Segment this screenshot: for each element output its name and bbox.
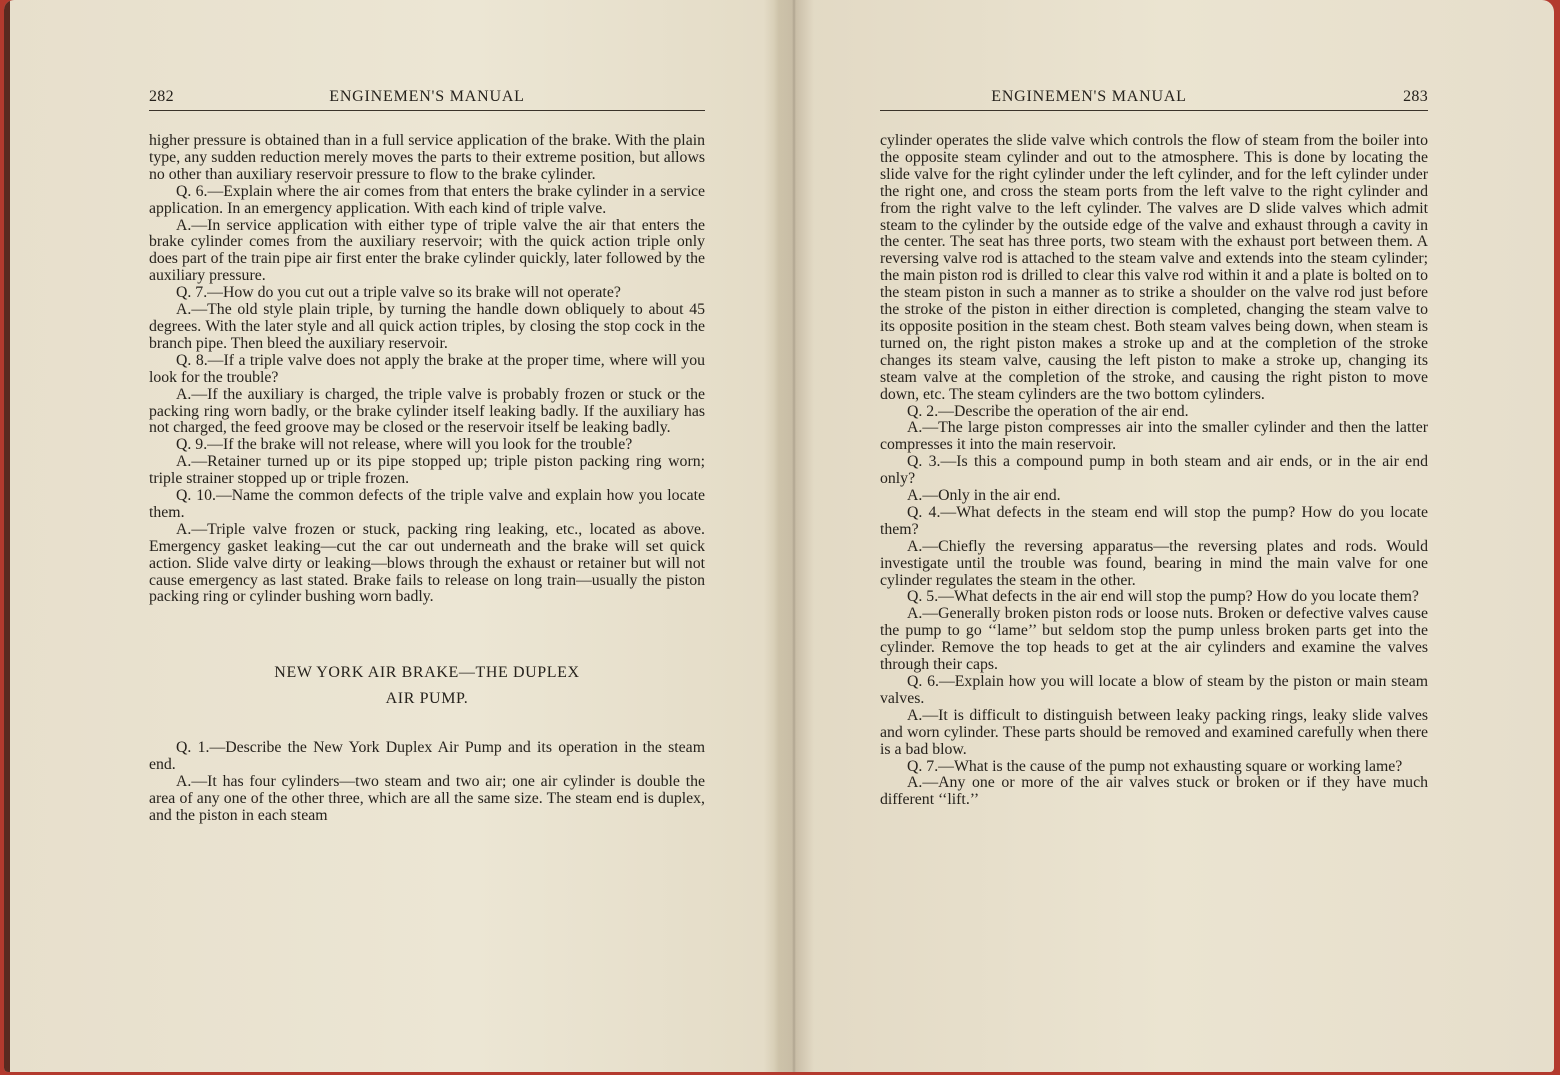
question-8: Q. 8.—If a triple valve does not apply the brake at the proper time, where will you look for the trouble? xyxy=(149,351,705,386)
answer-2: A.—The large piston compresses air into the smaller cylinder and then the latter compresses it into the main reservoir. xyxy=(880,419,1428,454)
left-running-head xyxy=(149,88,705,111)
left-running-title: ENGINEMEN'S MANUAL xyxy=(329,88,525,105)
question-2: Q. 2.—Describe the operation of the air end. xyxy=(907,402,1189,420)
book-cover-edge xyxy=(4,0,10,1072)
answer-9: A.—Retainer turned up or its pipe stopped up; triple piston packing ring worn; triple strainer stopped up or triple frozen. xyxy=(149,453,705,488)
question-5: Q. 5.—What defects in the air end will stop the pump? How do you locate them? xyxy=(907,588,1419,606)
question-7: Q. 7.—How do you cut out a triple valve so its brake will not operate? xyxy=(176,284,621,302)
question-7: Q. 7.—What is the cause of the pump not exhausting square or working lame? xyxy=(907,757,1403,775)
right-running-head xyxy=(880,88,1428,111)
answer-7: A.—The old style plain triple, by turning the handle down obliquely to about 45 degrees. With the later style and all quick action triples, by closing the stop cock in the branch pipe. Then bleed the auxiliary reservoir. xyxy=(149,301,705,352)
paragraph: higher pressure is obtained than in a full service application of the brake. With the plain type, any sudden reduction merely moves the parts to their extreme position, but allows no other than auxiliary reservoir pressure to flow to the brake cylinder. xyxy=(149,132,705,183)
right-page-body xyxy=(880,133,1428,809)
section-heading-line-2: AIR PUMP. xyxy=(385,690,469,708)
book-gutter xyxy=(774,0,814,1072)
paragraph: cylinder operates the slide valve which controls the flow of steam from the boiler into the opposite steam cylinder and out to the atmosphere. This is done by locating the slide valve for the right cylinder under the left cylinder, and for the left cylinder under the right one, and cross the steam ports from the left valve to the right cylinder and from the right valve to the left cylinder. The valves are D slide valves which admit steam to the cylinder by the outside edge of the valve and exhaust through a cavity in the center. The seat has three ports, two steam with the exhaust port between them. A reversing valve rod is attached to the steam valve and extends into the steam cylinder; the main piston rod is drilled to clear this valve rod within it and a plate is bolted on to the steam piston in such a manner as to strike a shoulder on the valve rod just before the stroke of the piston in either direction is completed, changing the steam valve to its opposite position in the steam chest. Both steam valves being down, when steam is turned on, the right piston makes a stroke up and at the completion of the stroke changes its steam valve, causing the left piston to make a stroke up, changing its steam valve at the completion of the stroke, and causing the right piston to move down, etc. The steam cylinders are the two bottom cylinders. xyxy=(880,132,1428,403)
left-page-number: 282 xyxy=(149,88,174,105)
question-6: Q. 6.—Explain how you will locate a blow of steam by the piston or main steam valves. xyxy=(880,673,1428,707)
answer-10: A.—Triple valve frozen or stuck, packing ring leaking, etc., located as above. Emergency gasket leaking—cut the car out underneath and the brake will set quick action. Slide valve dirty or leaking—blows through the exhaust or retainer but will not cause emergency as last stated. Brake fails to release on long train—usually the piston packing ring or cylinder bushing worn badly. xyxy=(149,520,705,606)
answer-6: A.—It is difficult to distinguish between leaky packing rings, leaky slide valves and worn cylinder. These parts should be removed and examined carefully when there is a bad blow. xyxy=(880,706,1428,758)
question-4: Q. 4.—What defects in the steam end will stop the pump? How do you locate them? xyxy=(880,503,1428,538)
duplex-question-1: Q. 1.—Describe the New York Duplex Air Pump and its operation in the steam end. xyxy=(149,739,705,774)
left-page-body xyxy=(149,133,705,825)
answer-7: A.—Any one or more of the air valves stuck or broken or if they have much different ‘‘lift.’’ xyxy=(880,774,1428,809)
duplex-answer-1: A.—It has four cylinders—two steam and two air; one air cylinder is double the area of any one of the other three, which are all the same size. The steam end is duplex, and the piston in each steam xyxy=(149,773,705,824)
answer-5: A.—Generally broken piston rods or loose nuts. Broken or defective valves cause the pump to go ‘‘lame’’ but seldom stop the pump unless broken parts get into the cylinder. Remove the top heads to get at the air cylinders and examine the valves through their caps. xyxy=(880,605,1428,674)
question-3: Q. 3.—Is this a compound pump in both steam and air ends, or in the air end only? xyxy=(880,453,1428,488)
question-10: Q. 10.—Name the common defects of the triple valve and explain how you locate them. xyxy=(149,487,705,521)
section-heading xyxy=(149,660,705,712)
right-page-number: 283 xyxy=(1403,88,1428,105)
left-page xyxy=(149,0,705,1072)
answer-3: A.—Only in the air end. xyxy=(907,487,1061,505)
right-running-title: ENGINEMEN'S MANUAL xyxy=(991,88,1187,105)
answer-6: A.—In service application with either type of triple valve the air that enters the brake cylinder comes from the auxiliary reservoir; with the quick action triple only does part of the train pipe air first enter the brake cylinder quickly, later followed by the auxiliary pressure. xyxy=(149,216,705,285)
question-6: Q. 6.—Explain where the air comes from that enters the brake cylinder in a service application. In an emergency application. With each kind of triple valve. xyxy=(149,182,705,217)
book-spread xyxy=(4,0,1554,1072)
section-heading-line-1: NEW YORK AIR BRAKE—THE DUPLEX xyxy=(274,664,580,682)
answer-8: A.—If the auxiliary is charged, the triple valve is probably frozen or stuck or the packing ring worn badly, or the brake cylinder itself leaking badly. If the auxiliary has not charged, the feed groove may be closed or the reservoir itself be leaking badly. xyxy=(149,385,705,437)
answer-4: A.—Chiefly the reversing apparatus—the reversing plates and rods. Would investigate until the trouble was found, bearing in mind the main valve for one cylinder regulates the steam in the other. xyxy=(880,537,1428,589)
right-page xyxy=(880,0,1428,1072)
question-9: Q. 9.—If the brake will not release, where will you look for the trouble? xyxy=(176,436,633,454)
